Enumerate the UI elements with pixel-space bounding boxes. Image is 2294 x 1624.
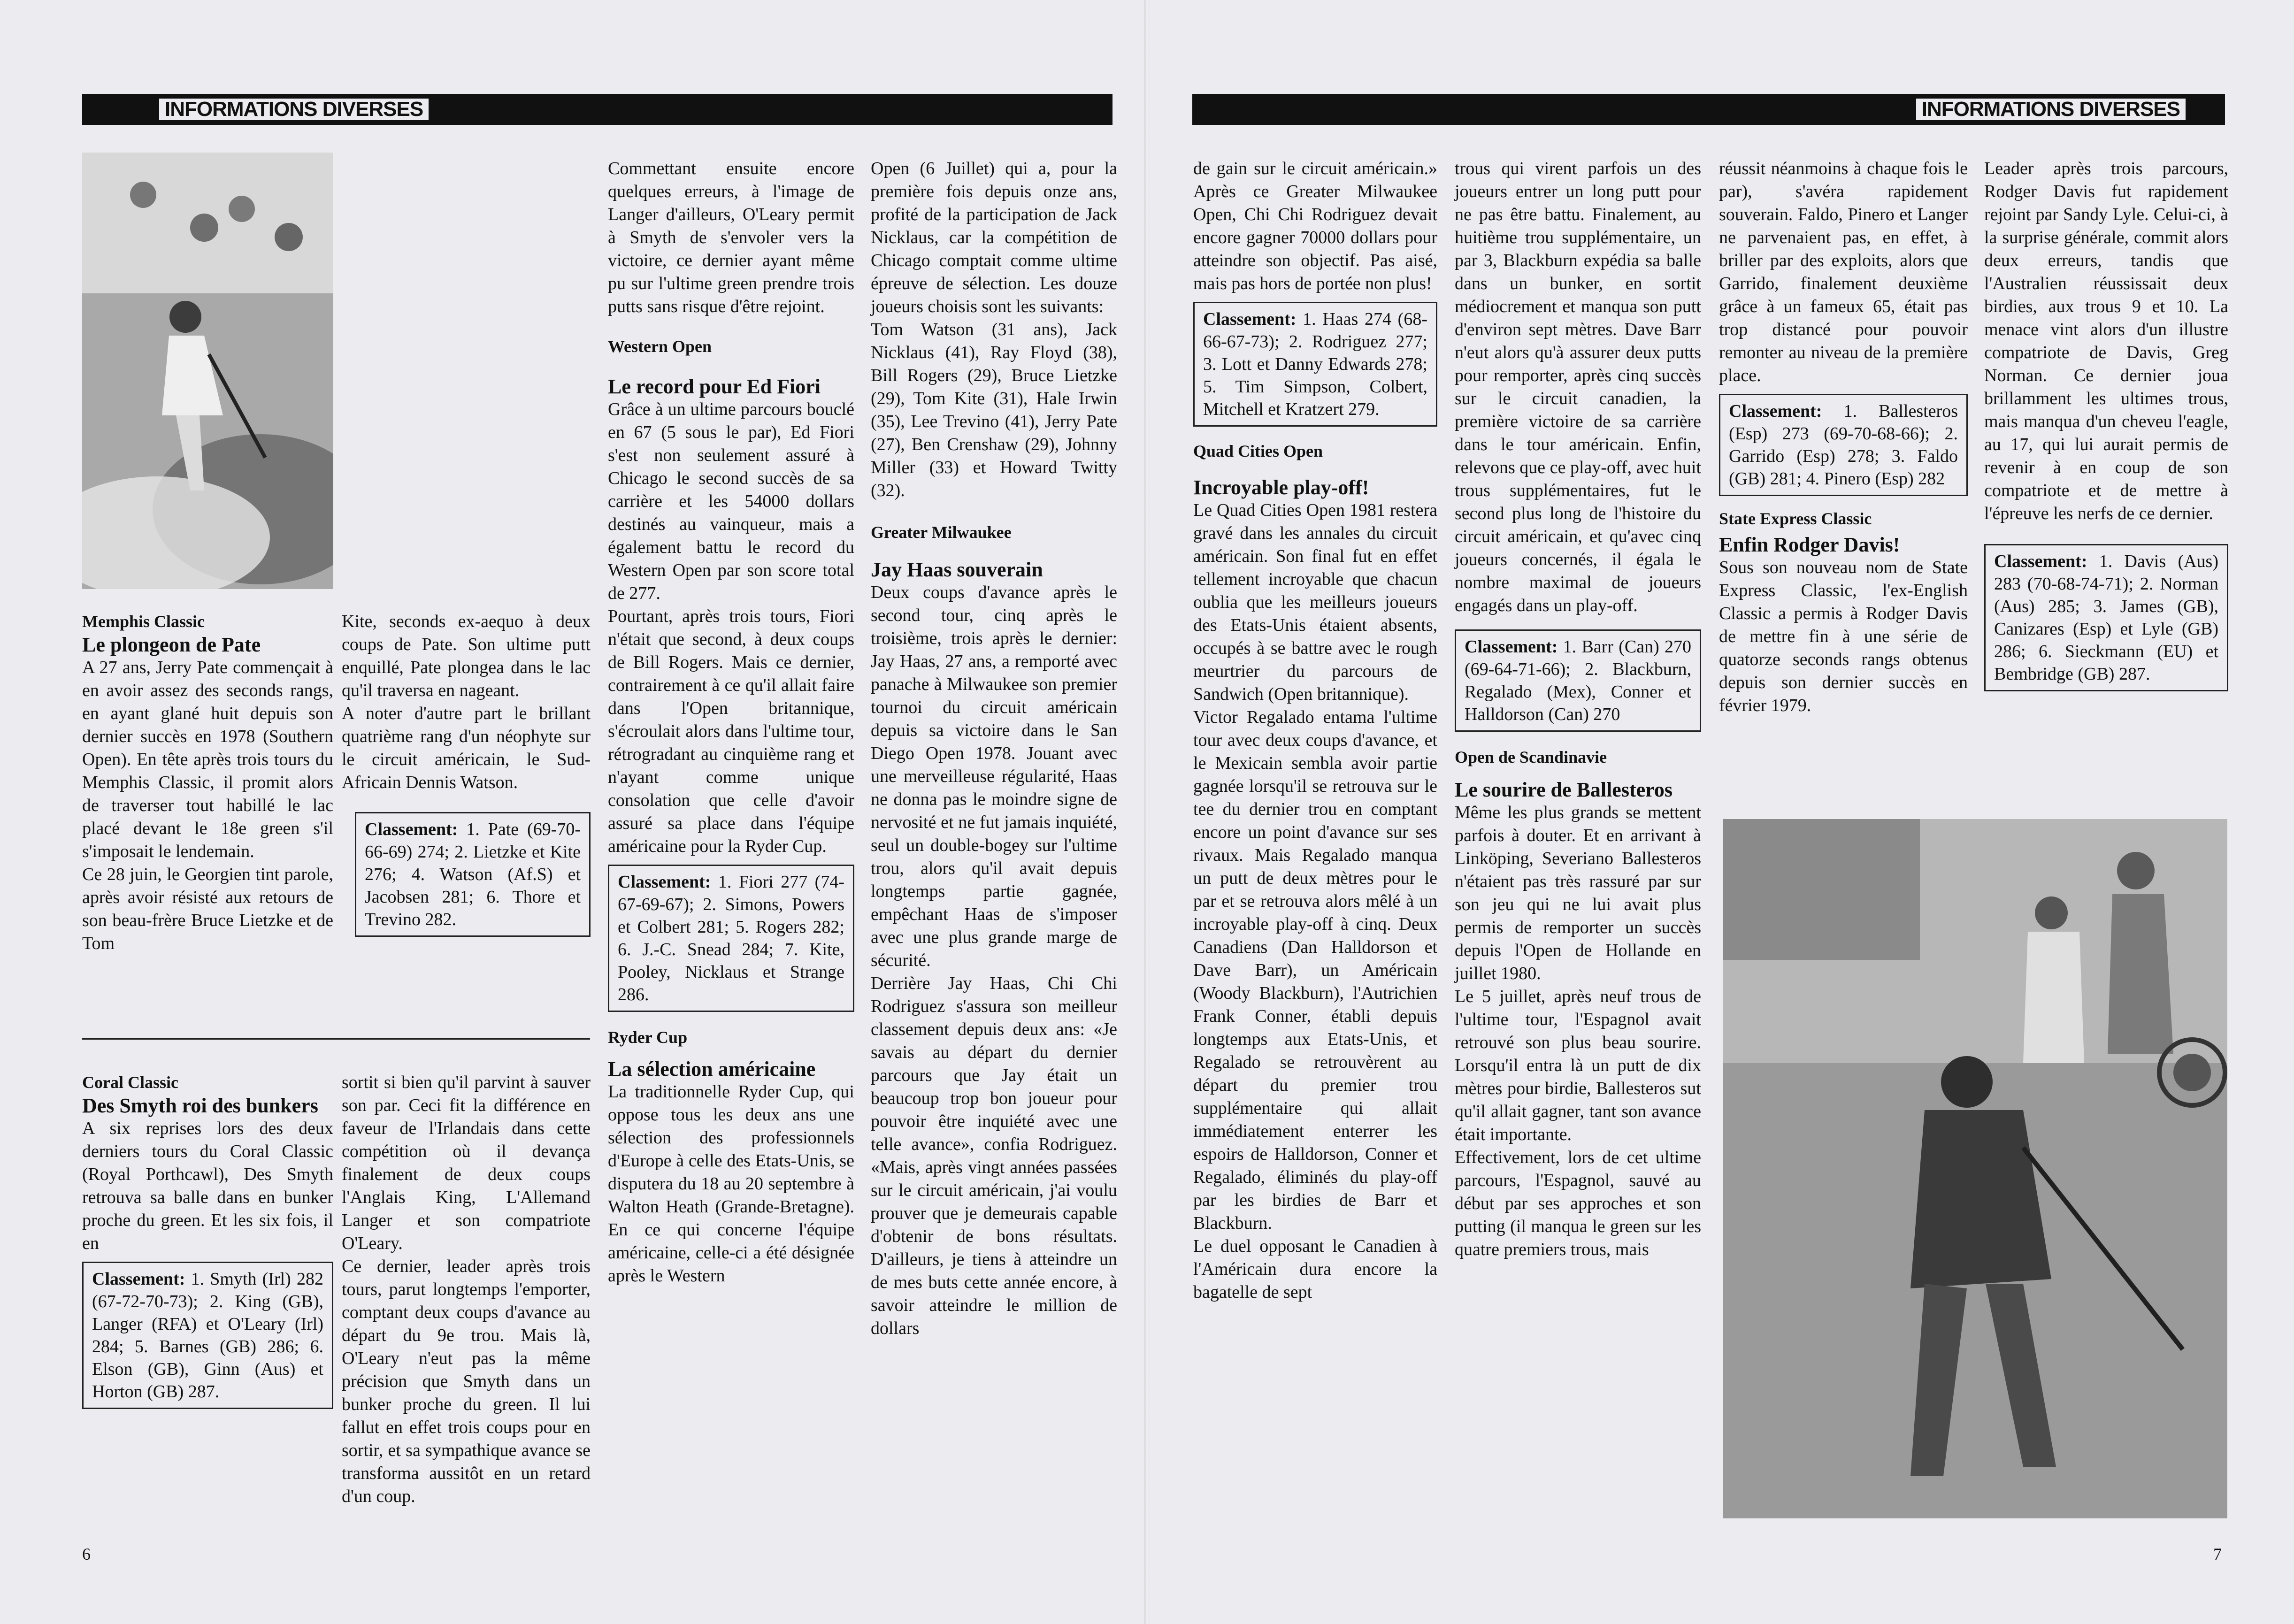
results-text: 1. Smyth (Irl) 282 (67-72-70-73); 2. King (GB), Langer (RFA) et O'Leary (Irl) 284; 5. Barnes (GB) 286; 6. Elson (GB), Ginn (Aus) et Horton (GB) 287.: [92, 1269, 323, 1402]
photo-bunker-shot: [82, 153, 333, 589]
column-4: [871, 157, 1117, 1340]
article-text-memphis-cont-2: A noter d'autre part le brillant quatrième rang d'un néophyte sur le circuit américain, le Sud-Africain Dennis Watson.: [342, 704, 591, 792]
article-text-quad: Le Quad Cities Open 1981 restera gravé dans les annales du circuit américain. Son final fut en effet tellement incroyable que chacun oublia que les meilleurs joueurs des Etats-Unis étaient absents, occupés à se battre avec le rough meurtrier du parcours de Sandwich (Open britannique).: [1193, 500, 1437, 704]
article-text-ryder-cont: Open (6 Juillet) qui a, pour la première fois depuis onze ans, profité de la participation de Jack Nicklaus, car la compétition de Chicago comptait comme ultime épreuve de sélection. Les douze joueurs choisis sont les suivants:: [871, 159, 1117, 316]
results-text: 1. Fiori 277 (74-67-69-67); 2. Simons, Powers et Colbert 281; 5. Rogers 282; 6. J.-C. Snead 284; 7. Kite, Pooley, Nicklaus et Strange 286.: [618, 872, 844, 1004]
results-box-milwaukee: [1193, 302, 1437, 427]
column-1: [1193, 157, 1437, 1304]
article-text-milwaukee-2: Derrière Jay Haas, Chi Chi Rodriguez s'assura son meilleur classement depuis deux ans: «Je savais au départ du dernier parcours que Jay était un beaucoup trop bon joueur pour pouvoir être inquiété avec une telle avance», confia Rodriguez. «Mais, après vingt années passées sur le circuit américain, j'ai voulu prouver que je demeurais capable d'obtenir de bons résultats. D'ailleurs, je tiens à atteindre un de mes buts cette année encore, à savoir atteindre le million de dollars: [871, 973, 1117, 1338]
results-label: Classement:: [618, 872, 711, 892]
headline-state-express: Enfin Rodger Davis!: [1719, 533, 1900, 556]
results-label: Classement:: [365, 820, 458, 839]
left-page: [0, 0, 1145, 1624]
article-text-state-express: Sous son nouveau nom de State Express Classic, l'ex-English Classic a permis à Rodger Davis de mettre fin à une série de quatorze seconds rangs obtenus depuis son dernier succès en février 1979.: [1719, 558, 1968, 715]
column-1-lower: [82, 610, 333, 955]
section-banner: [82, 94, 1112, 125]
article-text-milwaukee: Deux coups d'avance après le second tour, cinq après le troisième, trois après le dernier: Jay Haas, 27 ans, a remporté avec panache à Milwaukee son premier tournoi du circuit américain depuis sa victoire dans le San Diego Open 1978. Jouant avec une merveilleuse régularité, Haas ne donna pas le moindre signe de nervosité et ne fut jamais inquiété, seul un double-bogey sur l'ultime trou, alors qu'il avait depuis longtemps partie gagnée, empêchant Haas de s'imposer avec une plus grande marge de sécurité.: [871, 582, 1117, 970]
section-label-state-express: State Express Classic: [1719, 509, 1872, 528]
column-4: [1984, 157, 2228, 698]
article-divider: [82, 1038, 590, 1040]
golfer-bunker-illustration: [82, 153, 333, 589]
results-text: 1. Haas 274 (68-66-67-73); 2. Rodriguez 277; 3. Lott et Danny Edwards 278; 5. Tim Simpson, Colbert, Mitchell et Kratzert 279.: [1203, 309, 1427, 419]
results-label: Classement:: [92, 1269, 185, 1289]
article-text-ryder: La traditionnelle Ryder Cup, qui oppose tous les deux ans une sélection des professionnels d'Europe à celle des Etats-Unis, se disputera du 18 au 20 septembre à Walton Heath (Grande-Bretagne). En ce qui concerne l'équipe américaine, celle-ci a été désignée après le Western: [608, 1082, 854, 1286]
section-label-ryder: Ryder Cup: [608, 1028, 688, 1047]
results-label: Classement:: [1729, 401, 1822, 421]
article-text-coral-cont-2: Ce dernier, leader après trois tours, parut longtemps l'emporter, comptant deux coups d'avance au départ du 9e trou. Mais là, O'Leary n'eut pas la même précision que Smyth dans un bunker proche du green. Il lui fallut en effet trois coups pour en sortir, et sa sympathique avance se transforma aussitôt en un retard d'un coup.: [342, 1256, 591, 1506]
results-text: 1. Ballesteros (Esp) 273 (69-70-68-66); 2. Garrido (Esp) 278; 3. Faldo (GB) 281; 4. Pinero (Esp) 282: [1729, 401, 1958, 489]
article-text-scandinavie-3: Effectivement, lors de cet ultime parcours, l'Espagnol, sauvé au début par ses approches et son putting (il manqua le green sur les quatre premiers trous, mais: [1455, 1148, 1701, 1259]
column-3: [1719, 157, 1968, 717]
banner-title: INFORMATIONS DIVERSES: [1914, 97, 2187, 122]
column-2-upper: [342, 610, 591, 937]
article-text-memphis-cont: Kite, seconds ex-aequo à deux coups de Pate. Son ultime putt enquillé, Pate plongea dans le lac qu'il traversa en nageant.: [342, 612, 591, 700]
results-box-scandinavie: [1719, 394, 1968, 496]
section-label-western: Western Open: [608, 337, 712, 356]
section-banner: [1192, 94, 2225, 125]
article-text-western: Grâce à un ultime parcours bouclé en 67 (5 sous le par), Ed Fiori s'est non seulement assuré à Chicago le second succès de sa carrière et les 54000 dollars destinés au vainqueur, mais a également battu le record du Western Open par son score total de 277.: [608, 399, 854, 603]
article-text-scandinavie-2: Le 5 juillet, après neuf trous de l'ultime tour, l'Espagnol avait retrouvé son plus beau sourire. Lorsqu'il entra là un putt de dix mètres pour birdie, Ballesteros sut qu'il allait gagner, tant son avance était importante.: [1455, 987, 1701, 1144]
results-box-western: [608, 865, 854, 1012]
section-label-scandinavie: Open de Scandinavie: [1455, 748, 1607, 766]
article-text-memphis-2: Ce 28 juin, le Georgien tint parole, après avoir résisté aux retours de son beau-frère Bruce Lietzke et de Tom: [82, 865, 333, 953]
section-label-milwaukee: Greater Milwaukee: [871, 523, 1012, 542]
article-text-memphis: A 27 ans, Jerry Pate commençait à en avoir assez des seconds rangs, en ayant glané huit depuis son dernier succès en 1978 (Southern Open). En tête après trois tours du Memphis Classic, il promit alors de traverser tout habillé le lac placé devant le 18e green s'il s'imposait le lendemain.: [82, 658, 333, 861]
photo-golfer-swing: [1723, 819, 2227, 1518]
article-text-western-2: Pourtant, après trois tours, Fiori n'était que second, à deux coups de Bill Rogers. Mais ce dernier, contrairement à ce qu'il allait faire dans l'Open britannique, s'écroulait alors dans l'ultime tour, rétrogradant au cinquième rang et n'ayant comme unique consolation que celle d'avoir assuré sa place dans l'équipe américaine pour la Ryder Cup.: [608, 606, 854, 856]
results-box-coral: [82, 1262, 333, 1409]
article-text-ryder-list: Tom Watson (31 ans), Jack Nicklaus (41), Ray Floyd (38), Bill Rogers (29), Bruce Lietzke (29), Tom Kite (31), Hale Irwin (35), Lee Trevino (41), Jerry Pate (27), Ben Crenshaw (29), Johnny Miller (33) et Howard Twitty (32).: [871, 320, 1117, 500]
column-2-lower: [342, 1071, 591, 1508]
results-box-quad: [1455, 629, 1701, 732]
column-2: [1455, 157, 1701, 1261]
article-text-quad-3: Le duel opposant le Canadien à l'Américain dura encore la bagatelle de sept: [1193, 1236, 1437, 1302]
results-text: 1. Barr (Can) 270 (69-64-71-66); 2. Blackburn, Regalado (Mex), Conner et Halldorson (Can) 270: [1465, 637, 1691, 724]
results-text: 1. Davis (Aus) 283 (70-68-74-71); 2. Norman (Aus) 285; 3. James (GB), Canizares (Esp) et Lyle (GB) 286; 6. Sieckmann (EU) et Bembridge (GB) 287.: [1994, 552, 2218, 684]
page-number-left: 6: [82, 1545, 91, 1563]
headline-scandinavie: Le sourire de Ballesteros: [1455, 778, 1673, 801]
article-text-milwaukee-cont: de gain sur le circuit américain.» Après ce Greater Milwaukee Open, Chi Chi Rodriguez devait encore gagner 70000 dollars pour atteindre son objectif. Pas aisé, mais pas hors de portée non plus!: [1193, 159, 1437, 293]
results-label: Classement:: [1203, 309, 1297, 329]
golfer-swing-illustration: [1723, 819, 2227, 1518]
section-label-quad: Quad Cities Open: [1193, 442, 1323, 460]
results-box-memphis: [355, 812, 591, 937]
page-number-right: 7: [2213, 1545, 2222, 1563]
article-text-state-express-cont: Leader après trois parcours, Rodger Davis fut rapidement rejoint par Sandy Lyle. Celui-ci, à la surprise générale, commit alors deux erreurs, tandis que l'Australien réussissait deux birdies, aux trous 9 et 10. La menace vint alors d'un illustre compatriote de Davis, Greg Norman. Ce dernier joua brillamment les ultimes trous, mais manqua d'un cheveu l'eagle, au 17, qui lui aurait permis de revenir à en coup de son compatriote et de mettre à l'épreuve les nerfs de ce dernier.: [1984, 159, 2228, 523]
article-text-coral-cont-3: Commettant ensuite encore quelques erreurs, à l'image de Langer d'ailleurs, O'Leary permit à Smyth de s'envoler vers la victoire, ce dernier ayant même pu sur l'ultime green prendre trois putts sans risque d'être rejoint.: [608, 159, 854, 316]
results-label: Classement:: [1465, 637, 1558, 657]
right-page: [1149, 0, 2294, 1624]
headline-western: Le record pour Ed Fiori: [608, 375, 821, 398]
article-text-scandinavie: Même les plus grands se mettent parfois à douter. Et en arrivant à Linköping, Severiano Ballesteros n'étaient pas très rassuré par sur son jeu qui ne lui avait plus permis de remporter un succès depuis l'Open de Hollande en juillet 1980.: [1455, 803, 1701, 983]
results-box-state-express: [1984, 544, 2228, 691]
headline-quad: Incroyable play-off!: [1193, 476, 1369, 499]
column-1-coral: [82, 1071, 333, 1416]
article-text-quad-2: Victor Regalado entama l'ultime tour avec deux coups d'avance, et le Mexicain sembla avoir partie gagnée lorsqu'il se retrouva sur le tee du dernier trou en comptant encore un point d'avance sur ses rivaux. Mais Regalado manqua un putt de deux mètres pour le par et se retrouva alors mêlé à un incroyable play-off à cinq. Deux Canadiens (Dan Halldorson et Dave Barr), un Américain (Woody Blackburn), l'Autrichien Frank Conner, établi depuis longtemps aux Etats-Unis, et Regalado se retrouvèrent au départ du premier trou supplémentaire qui allait immédiatement enterrer les espoirs de Halldorson, Conner et Regalado, éliminés du play-off par les birdies de Barr et Blackburn.: [1193, 707, 1437, 1233]
banner-title: INFORMATIONS DIVERSES: [157, 97, 430, 122]
column-3: [608, 157, 854, 1287]
headline-memphis: Le plongeon de Pate: [82, 633, 261, 656]
section-label-coral: Coral Classic: [82, 1073, 178, 1092]
article-text-scandinavie-cont: réussit néanmoins à chaque fois le par), s'avéra rapidement souverain. Faldo, Pinero et Langer ne parvenaient pas, en effet, à briller par des exploits, alors que Garrido, finalement deuxième grâce à un fameux 65, était pas trop distancé pour pouvoir remonter au niveau de la première place.: [1719, 159, 1968, 385]
section-label-memphis: Memphis Classic: [82, 612, 205, 631]
headline-coral: Des Smyth roi des bunkers: [82, 1094, 318, 1117]
results-label: Classement:: [1994, 552, 2087, 571]
headline-ryder: La sélection américaine: [608, 1057, 816, 1080]
article-text-coral-cont: sortit si bien qu'il parvint à sauver son par. Ceci fit la différence en faveur de l'Irlandais dans cette compétition où il devança finalement de deux coups l'Anglais King, L'Allemand Langer et son compatriote O'Leary.: [342, 1072, 591, 1253]
article-text-coral: A six reprises lors des deux derniers tours du Coral Classic (Royal Porthcawl), Des Smyth retrouva sa balle dans en bunker proche du green. Et les six fois, il en: [82, 1118, 333, 1253]
headline-milwaukee: Jay Haas souverain: [871, 558, 1043, 581]
article-text-quad-cont: trous qui virent parfois un des joueurs entrer un long putt pour ne pas être battu. Finalement, au huitième trou supplémentaire, un par 3, Blackburn expédia sa balle dans un bunker, en sortit médiocrement et manqua son putt d'environ sept mètres. Dave Barr n'eut alors qu'à assurer deux putts pour remporter, après cinq succès sur le circuit canadien, la première victoire de sa carrière dans le tour américain. Enfin, relevons que ce play-off, avec huit trous supplémentaires, fut le second plus long de l'histoire du circuit américain, et qu'avec cinq joueurs concernés, il égala le nombre maximal de joueurs engagés dans un play-off.: [1455, 159, 1701, 615]
results-text: 1. Pate (69-70-66-69) 274; 2. Lietzke et Kite 276; 4. Watson (Af.S) et Jacobsen 281; 6. Thore et Trevino 282.: [365, 820, 581, 929]
